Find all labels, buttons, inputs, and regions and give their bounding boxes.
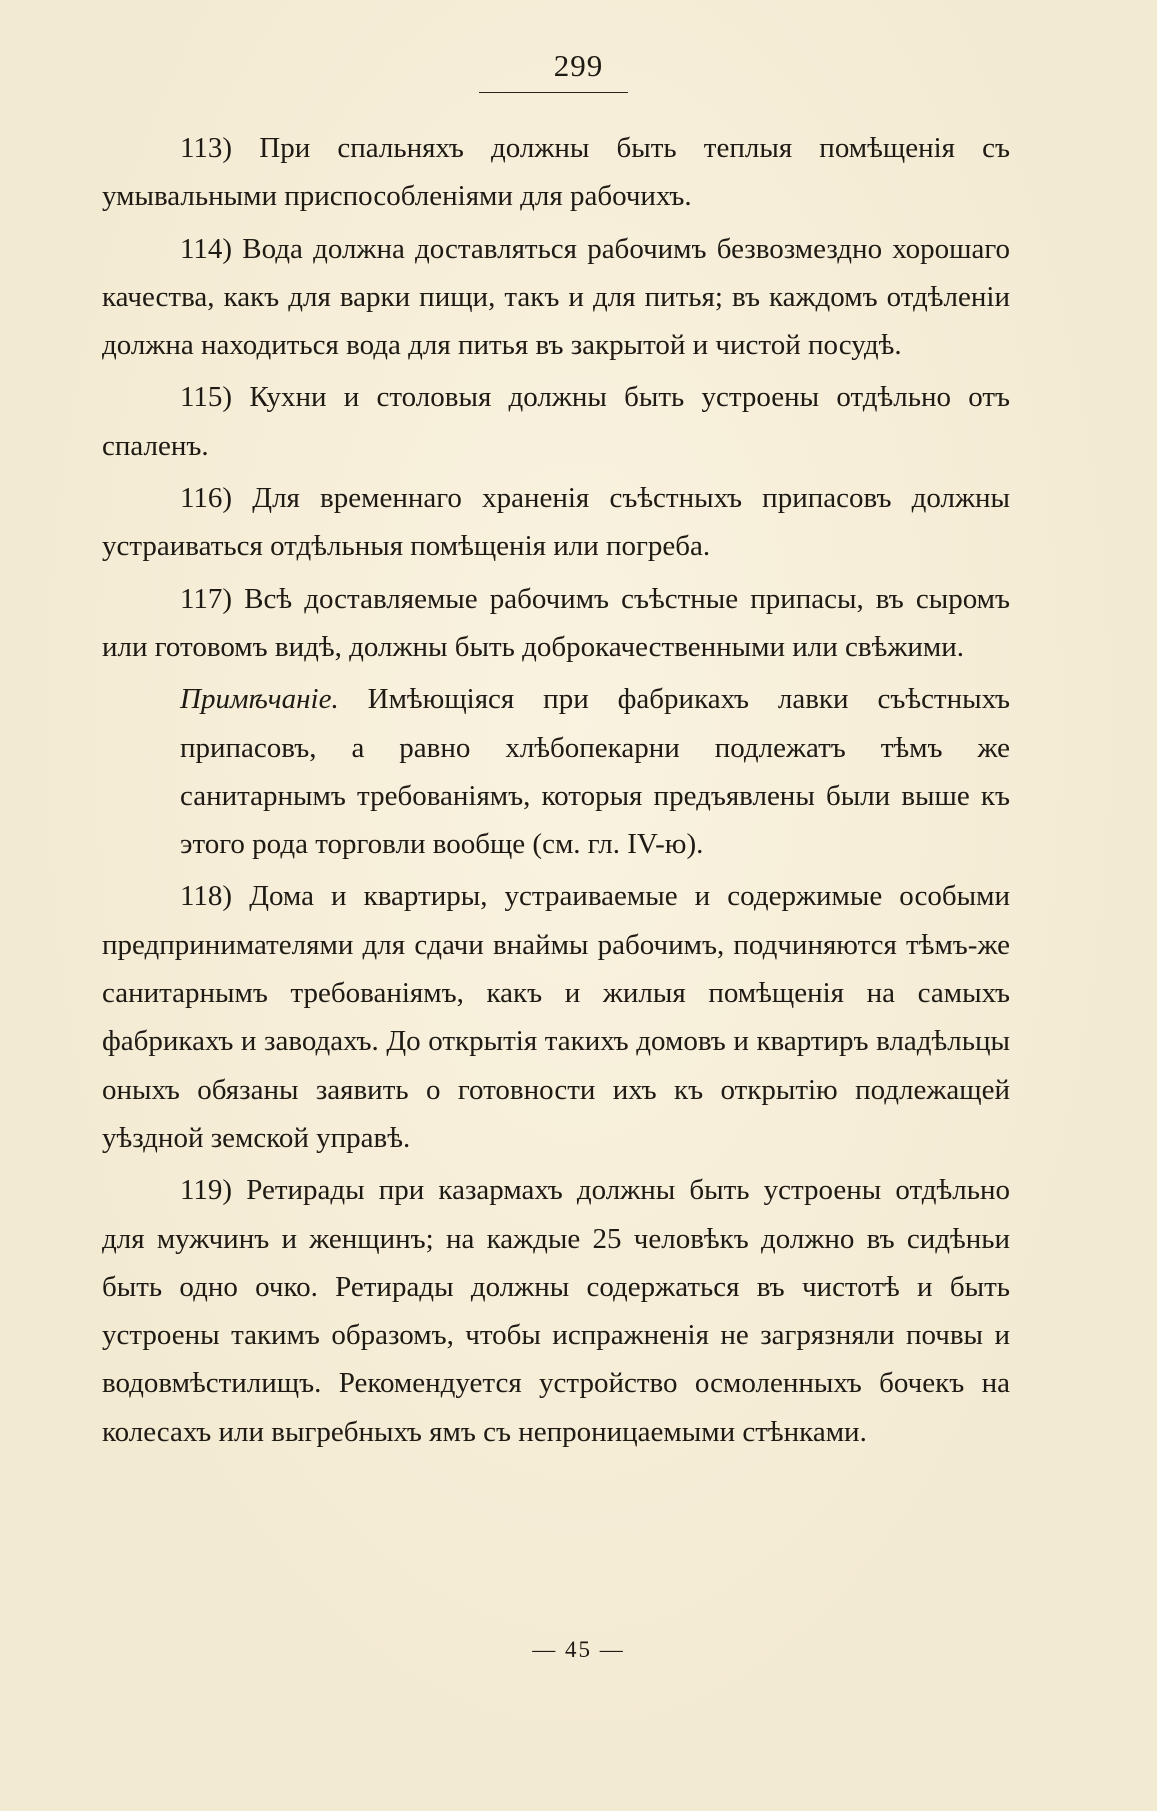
body-text [102, 124, 1010, 1460]
header-rule [479, 92, 628, 93]
paragraph-text: Всѣ доставляемые рабочимъ съѣстные припасы, въ сыромъ или готовомъ видѣ, должны быть доброкачественными или свѣжими. [102, 582, 1010, 663]
paragraph-115 [102, 373, 1010, 470]
paragraph-text: Ретирады при казармахъ должны быть устроены отдѣльно для мужчинъ и женщинъ; на каждые 25 человѣкъ должно въ сидѣньи быть одно очко. Ретирады должны содержаться въ чистотѣ и быть устроены такимъ образомъ, чтобы испражненія не загрязняли почвы и водовмѣстилищъ. Рекомендуется устройство осмоленныхъ бочекъ на колесахъ или выгребныхъ ямъ съ непроницаемыми стѣнками. [102, 1174, 1010, 1448]
paragraph-number: 117) [180, 582, 233, 615]
paragraph-number: 119) [180, 1174, 233, 1207]
note-paragraph [102, 675, 1010, 868]
signature-mark: — 45 — [532, 1637, 625, 1662]
paragraph-text: При спальняхъ должны быть теплыя помѣщенія съ умывальными приспособленіями для рабочихъ. [102, 132, 1011, 213]
note-text: Имѣющіяся при фабрикахъ лавки съѣстныхъ припасовъ, а равно хлѣбопекарни подлежатъ тѣмъ же санитарнымъ требованіямъ, которыя предъявлены были выше къ этого рода торговли вообще (см. гл. IV-ю). [180, 683, 1011, 861]
paragraph-number: 114) [180, 232, 233, 265]
paragraph-number: 118) [180, 880, 233, 913]
paragraph-116 [102, 474, 1010, 571]
paragraph-number: 115) [180, 381, 233, 414]
paragraph-text: Дома и квартиры, устраиваемые и содержимые особыми предпринимателями для сдачи внаймы рабочимъ, подчиняются тѣмъ-же санитарнымъ требованіямъ, какъ и жилыя помѣщенія на самыхъ фабрикахъ и заводахъ. До открытія такихъ домовъ и квартиръ владѣльцы оныхъ обязаны заявить о готовности ихъ къ открытію подлежащей уѣздной земской управѣ. [102, 880, 1011, 1154]
paragraph-number: 116) [180, 482, 233, 515]
paragraph-114 [102, 225, 1010, 370]
paragraph-text: Вода должна доставляться рабочимъ безвозмездно хорошаго качества, какъ для варки пищи, такъ и для питья; въ каждомъ отдѣленіи должна находиться вода для питья въ закрытой и чистой посудѣ. [102, 232, 1011, 362]
paragraph-text: Для временнаго храненія съѣстныхъ припасовъ должны устраиваться отдѣльныя помѣщенія или погреба. [102, 482, 1011, 563]
paragraph-113 [102, 124, 1010, 221]
note-label: Примѣчаніе. [180, 683, 339, 716]
paragraph-text: Кухни и столовыя должны быть устроены отдѣльно отъ спаленъ. [102, 381, 1010, 462]
paragraph-117 [102, 575, 1010, 672]
page-number: 299 [553, 48, 604, 83]
paragraph-119 [102, 1166, 1010, 1456]
paragraph-number: 113) [180, 132, 233, 164]
paragraph-118 [102, 872, 1010, 1162]
